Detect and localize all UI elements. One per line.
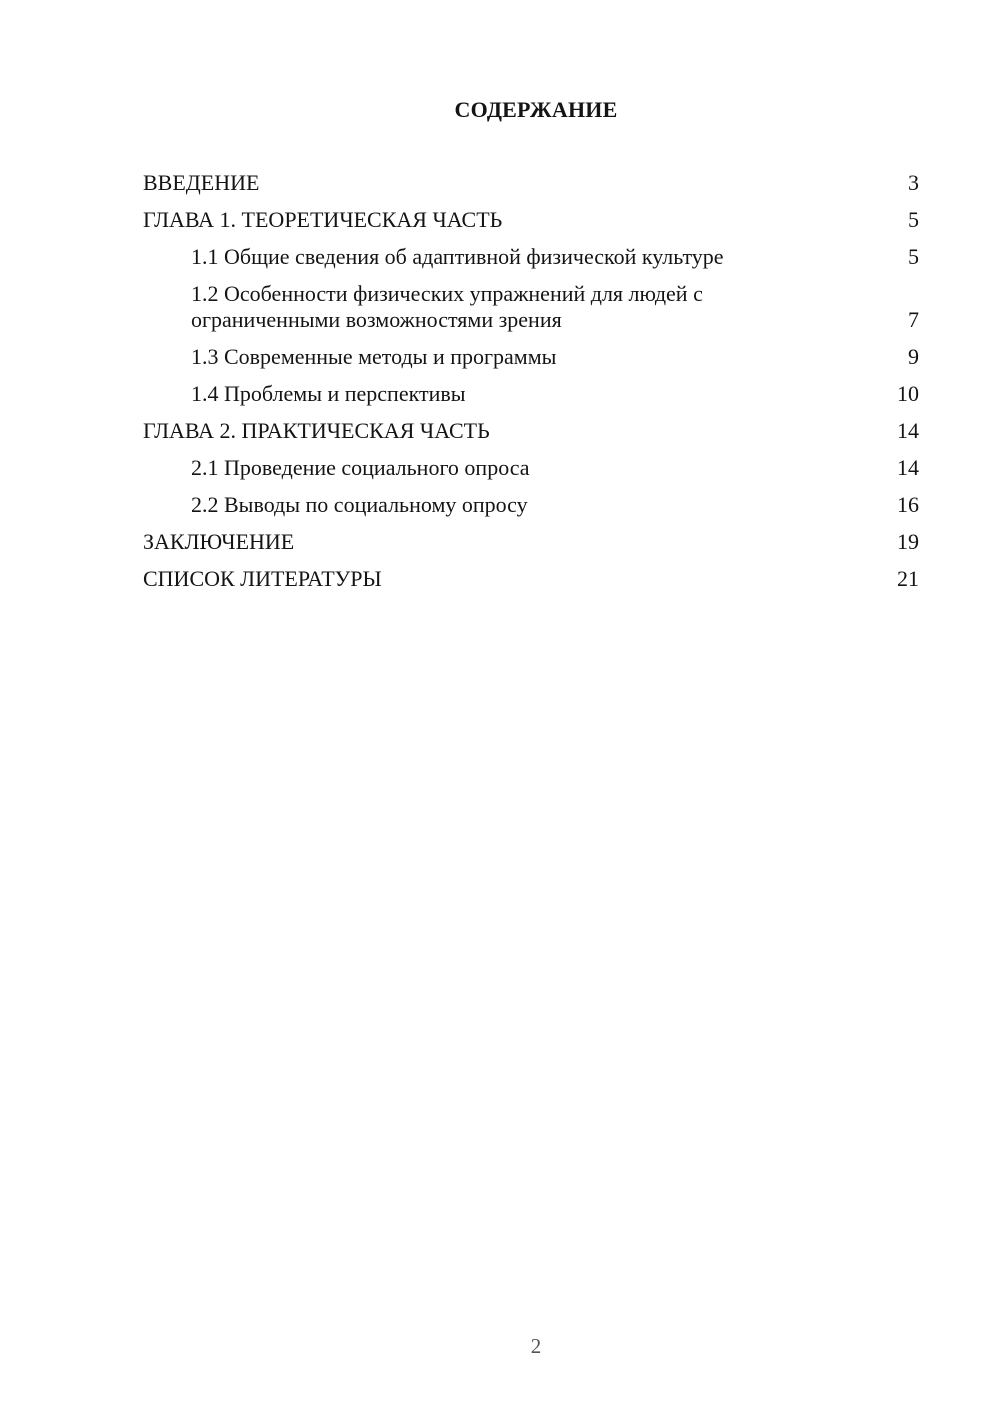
toc-entry-title: 2.1 Проведение социального опроса <box>191 455 530 480</box>
toc-entry[interactable] <box>143 244 919 270</box>
toc-entry-page: 10 <box>897 381 919 406</box>
toc-entry-title: СПИСОК ЛИТЕРАТУРЫ <box>143 566 382 591</box>
toc-entry[interactable] <box>143 281 919 333</box>
toc-entry-page: 3 <box>908 170 919 195</box>
toc-entry-title: ВВЕДЕНИЕ <box>143 170 260 195</box>
toc-entry-page: 9 <box>908 344 919 369</box>
toc-entry[interactable] <box>143 455 919 481</box>
toc-entry[interactable] <box>143 566 919 592</box>
toc-entry-title: 1.3 Современные методы и программы <box>191 344 557 369</box>
toc-entry[interactable] <box>143 381 919 407</box>
toc-entry-page: 16 <box>897 492 919 517</box>
table-of-contents <box>143 170 919 592</box>
toc-entry-page: 14 <box>897 455 919 480</box>
toc-entry[interactable] <box>143 170 919 196</box>
toc-entry-page: 5 <box>908 244 919 269</box>
toc-entry-title: 1.2 Особенности физических упражнений для людей с ограниченными возможностями зрения <box>191 281 703 332</box>
toc-entry-title: ГЛАВА 1. ТЕОРЕТИЧЕСКАЯ ЧАСТЬ <box>143 207 503 232</box>
page-title: СОДЕРЖАНИЕ <box>454 97 618 122</box>
toc-entry[interactable] <box>143 418 919 444</box>
toc-entry-title: 1.1 Общие сведения об адаптивной физической культуре <box>191 244 724 269</box>
toc-entry[interactable] <box>143 529 919 555</box>
toc-entry-page: 14 <box>897 418 919 443</box>
toc-entry-title: ГЛАВА 2. ПРАКТИЧЕСКАЯ ЧАСТЬ <box>143 418 490 443</box>
page-number: 2 <box>530 1334 542 1358</box>
toc-entry[interactable] <box>143 207 919 233</box>
toc-entry-title: ЗАКЛЮЧЕНИЕ <box>143 529 295 554</box>
toc-entry-title: 1.4 Проблемы и перспективы <box>191 381 466 406</box>
toc-entry-title: 2.2 Выводы по социальному опросу <box>191 492 528 517</box>
toc-entry-page: 5 <box>908 207 919 232</box>
toc-entry-page: 21 <box>897 566 919 591</box>
toc-entry-page: 7 <box>908 307 919 332</box>
toc-entry[interactable] <box>143 492 919 518</box>
toc-entry[interactable] <box>143 344 919 370</box>
toc-entry-page: 19 <box>897 529 919 554</box>
